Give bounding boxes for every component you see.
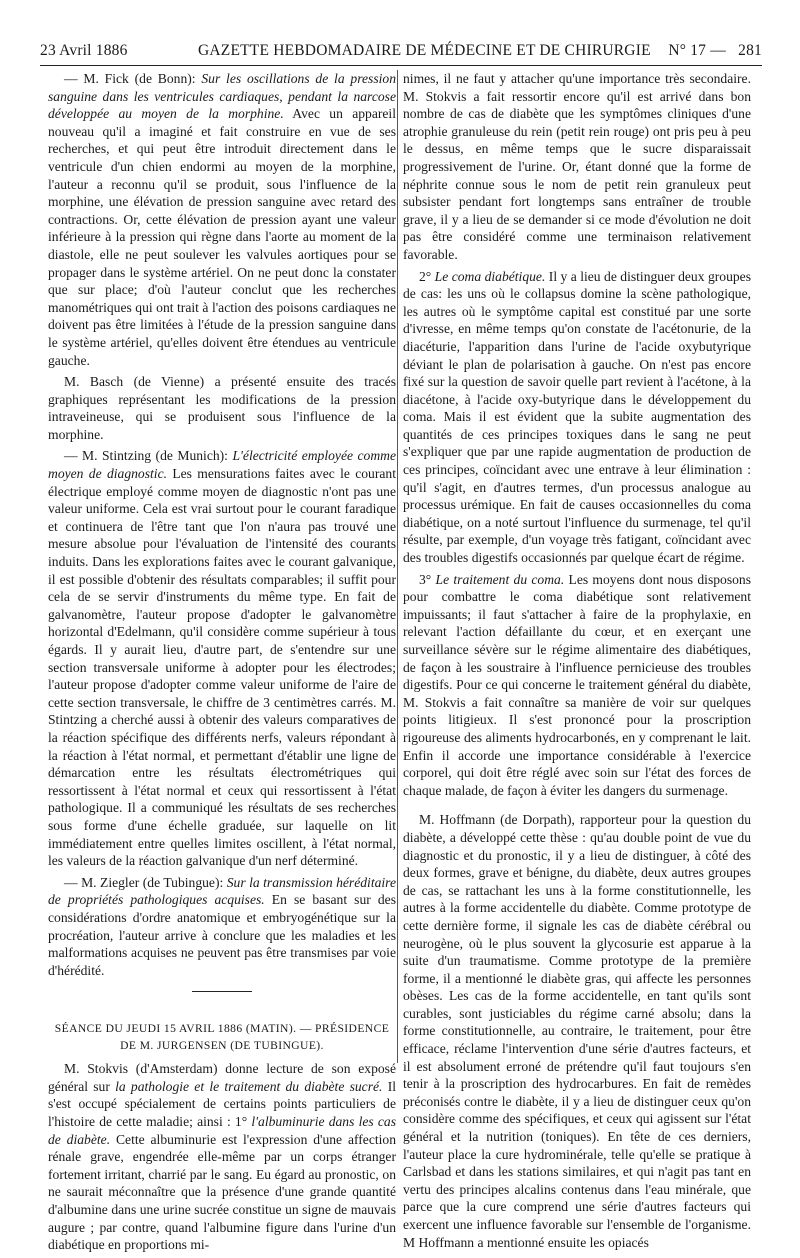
speaker-ziegler: — M. Ziegler (de Tubingue): xyxy=(64,874,227,890)
body-fick: Avec un appareil nouveau qu'il a imaginé et fait construire en vue de ses recherches, et qui peut être introduit directement dans le ventricule d'un chien endormi au moyen de la morphine, l'auteur a reconnu qu'il se produit, sous l'influence de la morphine, une élévation de pression sanguine avec retard des contractions. Or, cette élévation de pression ayant une valeur inférieure à la pression qui règne dans l'aorte au moment de la diastole, elle ne peut soulever les valvules aortiques pour se propager dans le système artériel. On ne peut donc la constater que sur place; d'où l'auteur conclut que les recherches manométriques qui ont trait à l'action des poisons cardiaques ne doivent pas être limitées à l'étude de la pression sanguine dans le système artériel, qu'elles doivent être étendues au ventricule gauche. xyxy=(48,106,396,368)
body-ziegler: En se basant sur des considérations d'ordre anatomique et embryogénétique sur la procréation, l'auteur arrive à conclure que les maladies et les malformations acquises ne peuvent pas être transmises par voie d'hérédité. xyxy=(48,892,396,978)
title-stintzing: L'électricité employée comme moyen de diagnostic. xyxy=(48,448,396,482)
header-issue: N° 17 — xyxy=(668,42,726,59)
header-date: 23 Avril 1886 xyxy=(40,42,128,59)
header-issue-page xyxy=(668,42,762,60)
paragraph-traitement xyxy=(403,571,751,800)
header-rule xyxy=(40,65,762,66)
body-coma: Il y a lieu de distinguer deux groupes de cas: les uns où le collapsus domine la scène pathologique, les autres où le symptôme capital est constitué par une sorte d'ivresse, en même temps qu'on constate de l'acétonurie, de la diacéturie, l'apparition dans l'urine de l'acide oxybutyrique déviant le plan de polarisation à gauche. On n'est pas encore fixé sur la question de savoir quelle part revient à l'acétone, à la diacétone, à l'acide oxy-butyrique dans le développement du coma. Mais il est évident que la subite augmentation des quantités de ces principes toxiques dans le sang ne peut s'expliquer que par une rapide augmentation de production de ces principes, coïncidant avec une entrave à leur élimination : qu'il s'agit, en d'autres termes, d'un processus analogue au processus urémique. En fait de causes occasionnelles du coma diabétique, on a noté surtout l'influence du surmenage, tel qu'il résulte, par exemple, d'un voyage très fatigant, coïncidant avec des troubles digestifs occasionnés par quelque écart de régime. xyxy=(403,268,751,566)
header-page-number: 281 xyxy=(738,42,762,59)
section-separator xyxy=(192,991,252,992)
session-heading: SÉANCE DU JEUDI 15 AVRIL 1886 (MATIN). — PRÉSIDENCE DE M. JURGENSEN (DE TUBINGUE). xyxy=(54,1022,390,1053)
body-traitement: Les moyens dont nous disposons pour combattre le coma diabétique sont relativement impuissants; il faut s'attacher à faire de la prophylaxie, en relevant l'action défaillante du cœur, et en exerçant une surveillance sévère sur le régime alimentaire des diabétiques, de façon à les soustraire à l'influence pernicieuse des troubles digestifs. Pour ce qui concerne le traitement général du diabète, M. Stokvis a fait connaître sa manière de voir sur quelques points litigieux. Il s'est prononcé pour la proscription rigoureuse des aliments hydrocarbonés, en y comprenant le lait. Enfin il accorde une importance considérable à l'exercice corporel, qui doit être réglé avec soin sur l'état des forces de chaque malade, de façon à éviter les dangers du surmenage. xyxy=(403,571,752,798)
paragraph-continued: nimes, il ne faut y attacher qu'une importance très secondaire. M. Stokvis a fait ressortir encore qu'il est arrivé dans bon nombre de cas de diabète que les symptômes cliniques d'une atrophie granuleuse du rein (petit rein rouge) ont pris peu à peu le dessus, en même temps que le sucre disparaissait progressivement de l'urine. Or, étant donné que la forme de néphrite connue sous le nom de petit rein granuleux peut subsister pendant fort longtemps sans entraîner de trouble grave, il y a lieu de se demander si ce mode d'évolution ne doit pas être considéré comme une terminaison relativement favorable. xyxy=(403,71,751,262)
paragraph-ziegler xyxy=(48,874,396,980)
title-stokvis: la pathologie et le traitement du diabète sucré. xyxy=(115,1078,383,1094)
body-stokvis-1: Il s'est occupé spécialement de certains points particuliers de l'histoire de cette maladie; ainsi : 1° xyxy=(48,1078,396,1130)
title-ziegler: Sur la transmission héréditaire de propriétés pathologiques acquises. xyxy=(48,874,397,908)
title-fick: Sur les oscillations de la pression sanguine dans les ventricules cardiaques, pendant la narcose développée au moyen de la morphine. xyxy=(48,71,396,122)
paragraph-gap xyxy=(403,803,751,811)
paragraph-stintzing xyxy=(48,447,396,869)
speaker-stokvis: M. Stokvis (d'Amsterdam) donne lecture de son exposé général sur xyxy=(48,1061,396,1094)
right-column xyxy=(403,70,751,1255)
speaker-stintzing: — M. Stintzing (de Munich): xyxy=(64,448,233,464)
paragraph-basch: M. Basch (de Vienne) a présenté ensuite des tracés graphiques représentant les modifications de la pression intraveineuse, qui se produisent sous l'influence de la morphine. xyxy=(48,374,396,442)
speaker-fick: — M. Fick (de Bonn): xyxy=(64,71,202,86)
left-column xyxy=(48,70,396,1258)
column-divider xyxy=(397,70,398,1063)
paragraph-stokvis xyxy=(48,1060,396,1254)
running-header xyxy=(40,36,762,66)
paragraph-coma xyxy=(403,268,751,567)
item-number-2: 2° xyxy=(419,268,435,284)
paragraph-fick xyxy=(48,70,396,369)
title-coma: Le coma diabétique. xyxy=(434,268,546,284)
title-albuminurie: l'albuminurie dans les cas de diabète. xyxy=(48,1114,396,1147)
header-journal-title: GAZETTE HEBDOMADAIRE DE MÉDECINE ET DE CHIRURGIE xyxy=(198,42,651,59)
item-number-3: 3° xyxy=(419,571,436,587)
body-stintzing: Les mensurations faites avec le courant électrique employé comme moyen de diagnostic n'ont pas une valeur uniforme. Cela est vrai surtout pour le courant faradique et continuera de l'être tant que l'on n'aura pas trouvé une mesure absolue pour l'évaluation de l'intensité des courants induits. Dans les explorations faites avec le courant galvanique, il est possible d'obtenir des résultats comparables; il suffit pour cela de se servir d'instruments du même type. En fait de galvanomètre, l'auteur propose d'adopter le galvanomètre horizontal d'Edelmann, qu'il considère comme supérieur à tous égards. Il y aurait lieu, d'autre part, de s'entendre sur une section transversale uniforme à adopter pour les électrodes; l'auteur propose d'adopter comme valeur uniforme de l'aire de cette section transversale, le chiffre de 3 centimètres carrés. M. Stintzing a cherché aussi à obtenir des valeurs comparatives de la réaction spécifique des différents nerfs, valeurs répondant à la réaction à l'état normal, et permettant d'établir une ligne de démarcation entre les résultats électrométriques qui ressortissent à l'état normal et ceux qui ressortissent à l'état pathologique. Il a communiqué les résultats de ses recherches sous forme d'une échelle graduée, sur laquelle on lit immédiatement entre quelles limites oscillent, à l'état normal, les valeurs de la réaction galvanique d'un nerf déterminé. xyxy=(48,466,396,869)
paragraph-hoffmann: M. Hoffmann (de Dorpath), rapporteur pour la question du diabète, a développé cette thèse : qu'au double point de vue du diagnostic et du pronostic, il y a lieu de distinguer, à côté des deux formes, grave et bénigne, du diabète, deux autres groupes de cas, se rattachant les uns à la forme constitutionnelle, les autres à la forme accidentelle du diabète. Comme prototype de cette dernière forme, il signale les cas de diabète cérébral ou neurogène, où le plus souvent la glycosurie est apparue à la suite d'un traumatisme. Comme prototype de la première forme, il a mentionné le diabète gras, qui affecte les personnes obèses. Les cas de la forme accidentelle, en tant qu'ils sont curables, sont justiciables du régime carné absolu; dans la forme constitutionnelle, au contraire, le traitement, pour être efficace, réclame l'intervention d'une série d'autres facteurs, et il est absolument erroné de prétendre qu'il faut toujours s'en tenir à la proscription des hydrocarbures. En fait de remèdes préconisés contre le diabète, il y a lieu de distinguer ceux qu'on considère comme des spécifiques, et ceux qui agissent sur l'état général et la nutrition (toniques). En tête de ces derniers, l'auteur place la cure hydrominérale, telle qu'elle se pratique à Carlsbad et dans les stations similaires, et qui n'agit pas tant en vertu des principes alcalins contenus dans l'eau minérale, que parce que la cure comprend une série d'autres facteurs qui exercent une influence favorable sur l'ensemble de l'organisme. M Hoffmann a mentionné ensuite les opiacés xyxy=(403,812,751,1250)
body-stokvis-2: Cette albuminurie est l'expression d'une affection rénale grave, engendrée elle-même par un corps étranger fortement irritant, charrié par le sang. Eu égard au pronostic, on ne saurait méconnaître que la présence d'une grande quantité d'albumine dans une urine sucrée constitue un signe de mauvais augure ; par contre, quand l'albumine figure dans l'urine d'un diabétique en proportions mi- xyxy=(48,1131,396,1253)
title-traitement: Le traitement du coma. xyxy=(435,571,565,587)
